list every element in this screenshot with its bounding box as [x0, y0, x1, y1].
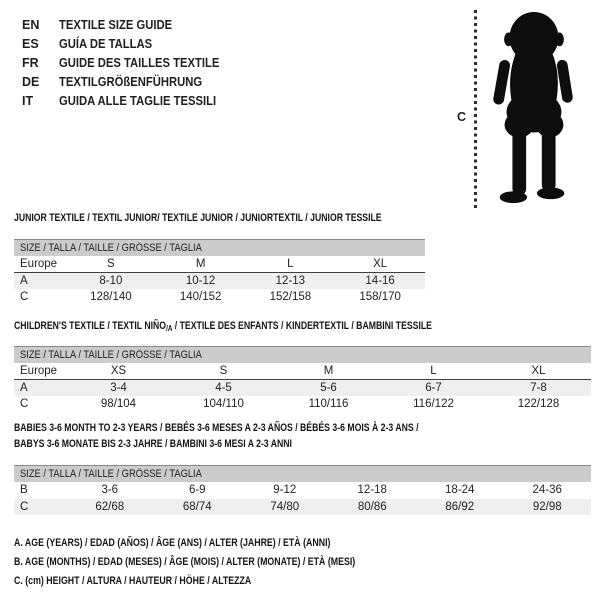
junior-table — [14, 239, 425, 306]
footnote-b: B. AGE (MONTHS) / EDAD (MESES) / ÂGE (MOIS) / ALTER (MONATE) / ETÀ (MESI) — [14, 556, 356, 568]
title-subscript: /A — [166, 324, 173, 333]
table-cell: 12-18 — [357, 484, 387, 497]
language-title: GUIDE DES TAILLES TEXTILE — [59, 55, 220, 70]
table-cell: 6-7 — [381, 380, 486, 397]
row-label: C — [20, 291, 29, 304]
table-cell: 4-5 — [171, 380, 276, 397]
height-measure-label: C — [457, 110, 467, 124]
row-label: Europe — [14, 363, 66, 380]
title-text: CHILDREN'S TEXTILE / TEXTIL NIÑO — [14, 320, 167, 332]
language-row-fr — [22, 53, 237, 72]
language-code: EN — [22, 17, 40, 32]
language-row-es — [22, 34, 237, 53]
table-cell: M — [276, 363, 381, 380]
children-table-title — [14, 320, 432, 335]
table-row-height — [14, 499, 591, 516]
table-cell: 68/74 — [154, 499, 242, 516]
table-row-age-months — [14, 482, 591, 499]
size-header-label: SIZE / TALLA / TAILLE / GRÖSSE / TAGLIA — [20, 468, 202, 480]
table-row-age — [14, 380, 591, 397]
table-cell: 152/158 — [269, 291, 312, 304]
table-cell: S — [171, 363, 276, 380]
junior-table-title: JUNIOR TEXTILE / TEXTIL JUNIOR/ TEXTILE JUNIOR / JUNIORTEXTIL / JUNIOR TESSILE — [14, 212, 382, 224]
table-cell: 3-6 — [101, 484, 119, 497]
language-code: FR — [22, 55, 39, 70]
footnotes — [14, 534, 441, 591]
footnote-c: C. (cm) HEIGHT / ALTURA / HAUTEUR / HÖHE / ALTEZZA — [14, 575, 252, 587]
table-cell: 14-16 — [335, 273, 425, 290]
table-cell: XS — [66, 363, 171, 380]
table-cell: 122/128 — [517, 398, 560, 411]
junior-size-table — [14, 256, 425, 306]
table-row-age — [14, 273, 425, 290]
table-cell: 98/104 — [100, 398, 137, 411]
table-cell: 8-10 — [66, 273, 156, 290]
table-cell: 116/122 — [413, 398, 454, 411]
table-cell: 128/140 — [90, 291, 132, 304]
table-cell: 74/80 — [241, 499, 329, 516]
size-header-bar — [14, 239, 425, 256]
table-row-europe — [14, 363, 591, 380]
footnote-a: A. AGE (YEARS) / EDAD (AÑOS) / ÂGE (ANS) / ALTER (JAHRE) / ETÀ (ANNI) — [14, 537, 331, 549]
row-label: A — [14, 380, 66, 397]
table-cell: 110/116 — [308, 398, 349, 411]
table-cell: 5-6 — [276, 380, 381, 397]
table-cell: S — [66, 256, 156, 273]
table-cell: 140/152 — [179, 291, 222, 304]
table-cell: M — [156, 256, 246, 273]
title-line-2: BABYS 3-6 MONATE BIS 2-3 JAHRE / BAMBINI 3-6 MESI A 2-3 ANNI — [14, 437, 292, 450]
title-text: / TEXTILE DES ENFANTS / KINDERTEXTIL / BAMBINI TESSILE — [172, 320, 432, 332]
table-cell: L — [381, 363, 486, 380]
language-row-de — [22, 72, 237, 91]
size-header-label: SIZE / TALLA / TAILLE / GRÖSSE / TAGLIA — [20, 349, 202, 361]
language-title: GUIDA ALLE TAGLIE TESSILI — [59, 93, 217, 108]
table-cell: 24-36 — [532, 484, 562, 497]
size-header-bar — [14, 346, 591, 363]
table-cell: XL — [486, 363, 591, 380]
table-row-europe — [14, 256, 425, 273]
table-cell: 6-9 — [188, 484, 206, 497]
children-size-table — [14, 363, 591, 413]
language-code: DE — [22, 74, 40, 89]
table-cell: 3-4 — [66, 380, 171, 397]
table-cell: 80/86 — [329, 499, 417, 516]
row-label: A — [14, 273, 66, 290]
table-cell: 7-8 — [486, 380, 591, 397]
row-label: Europe — [14, 256, 66, 273]
babies-table — [14, 465, 591, 515]
table-cell: 92/98 — [504, 499, 592, 516]
table-cell: L — [246, 256, 336, 273]
language-title: GUÍA DE TALLAS — [59, 36, 153, 51]
size-header-bar — [14, 465, 591, 482]
language-title: TEXTILE SIZE GUIDE — [59, 17, 173, 32]
babies-table-title — [14, 421, 419, 452]
table-cell: 104/110 — [203, 398, 244, 411]
table-cell: 86/92 — [416, 499, 504, 516]
language-list — [22, 15, 237, 110]
table-row-height — [14, 289, 425, 306]
table-cell: 62/68 — [66, 499, 154, 516]
table-cell: 9-12 — [273, 484, 297, 497]
babies-size-table — [14, 482, 591, 515]
table-cell: 12-13 — [246, 273, 336, 290]
children-table — [14, 346, 591, 413]
language-code: ES — [22, 36, 39, 51]
title-line-1: BABIES 3-6 MONTH TO 2-3 YEARS / BEBÉS 3-6 MESES A 2-3 AÑOS / BÉBÉS 3-6 MOIS À 2-3 ANS / — [14, 422, 419, 434]
height-measure-dotted-line — [474, 10, 477, 210]
row-label: C — [14, 499, 66, 516]
language-title: TEXTILGRÖßENFÜHRUNG — [59, 74, 203, 89]
language-row-en — [22, 15, 237, 34]
row-label: B — [20, 484, 28, 497]
size-header-label: SIZE / TALLA / TAILLE / GRÖSSE / TAGLIA — [20, 242, 202, 254]
table-cell: XL — [335, 256, 425, 273]
table-cell: 18-24 — [445, 484, 475, 497]
language-code: IT — [22, 93, 34, 108]
language-row-it — [22, 91, 237, 110]
table-cell: 158/170 — [359, 291, 401, 304]
row-label: C — [20, 398, 29, 411]
baby-silhouette-icon — [484, 8, 582, 210]
table-cell: 10-12 — [156, 273, 246, 290]
height-measure-figure — [448, 6, 596, 216]
table-row-height — [14, 396, 591, 413]
